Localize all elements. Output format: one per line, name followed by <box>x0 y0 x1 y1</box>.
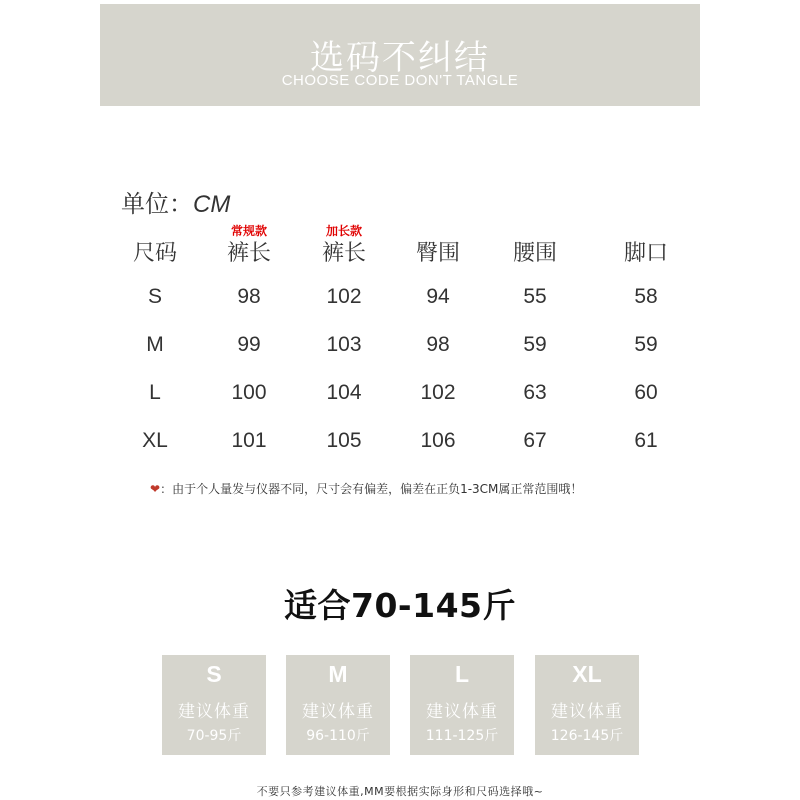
table-cell: 98 <box>237 285 261 308</box>
regular-length-header: 裤长 <box>226 241 271 266</box>
table-cell: 67 <box>523 429 547 452</box>
table-cell: 58 <box>634 285 658 308</box>
table-cell: 63 <box>523 381 547 404</box>
card-size: S <box>206 661 222 687</box>
card-label: 建议体重 <box>551 702 623 722</box>
table-cell: L <box>149 381 161 404</box>
unit-label-text: 单位： <box>121 190 193 218</box>
table-cell: 98 <box>426 333 450 356</box>
hem-header: 脚口 <box>623 241 668 266</box>
table-cell: M <box>146 333 164 356</box>
hip-header: 臀围 <box>415 241 460 266</box>
card-weight-range: 70-95斤 <box>186 728 242 744</box>
weight-card <box>410 655 514 755</box>
waist-header: 腰围 <box>512 241 557 266</box>
note-text: ：由于个人量发与仪器不同，尺寸会有偏差，偏差在正负1-3CM属正常范围哦！ <box>160 482 583 496</box>
table-cell: S <box>147 285 162 308</box>
table-cell: 105 <box>326 429 362 452</box>
table-cell: 106 <box>420 429 456 452</box>
card-size: XL <box>572 661 602 687</box>
table-cell: 102 <box>420 381 456 404</box>
banner-subtitle: CHOOSE CODE DON'T TANGLE <box>281 72 519 89</box>
regular-variant-label: 常规款 <box>230 224 267 238</box>
table-cell: 104 <box>326 381 362 404</box>
card-weight-range: 126-145斤 <box>550 728 624 744</box>
card-weight-range: 96-110斤 <box>306 728 370 744</box>
table-cell: 59 <box>634 333 658 356</box>
card-size: M <box>328 661 348 687</box>
table-cell: XL <box>142 429 168 452</box>
banner-title: 选码不纠结 <box>310 38 490 78</box>
size-header: 尺码 <box>132 241 177 266</box>
table-cell: 103 <box>326 333 362 356</box>
table-cell: 99 <box>237 333 261 356</box>
footer-note: 不要只参考建议体重,MM要根据实际身形和尺码选择哦~ <box>256 785 544 798</box>
heart-icon: ❤ <box>150 482 161 496</box>
card-size: L <box>454 661 470 687</box>
table-cell: 59 <box>523 333 547 356</box>
table-cell: 60 <box>634 381 658 404</box>
weight-card <box>535 655 639 755</box>
weight-card <box>286 655 390 755</box>
card-label: 建议体重 <box>426 702 498 722</box>
unit-value: CM <box>193 191 231 218</box>
table-cell: 102 <box>326 285 362 308</box>
weight-card <box>162 655 266 755</box>
card-label: 建议体重 <box>302 702 374 722</box>
long-variant-label: 加长款 <box>325 224 362 238</box>
table-cell: 94 <box>426 285 450 308</box>
table-cell: 61 <box>634 429 658 452</box>
weight-range-headline: 适合70-145斤 <box>283 586 516 625</box>
measurement-note <box>150 480 582 497</box>
card-label: 建议体重 <box>178 702 250 722</box>
long-length-header: 裤长 <box>321 241 366 266</box>
card-weight-range: 111-125斤 <box>425 728 499 744</box>
table-cell: 55 <box>523 285 547 308</box>
table-cell: 100 <box>231 381 267 404</box>
table-cell: 101 <box>231 429 267 452</box>
